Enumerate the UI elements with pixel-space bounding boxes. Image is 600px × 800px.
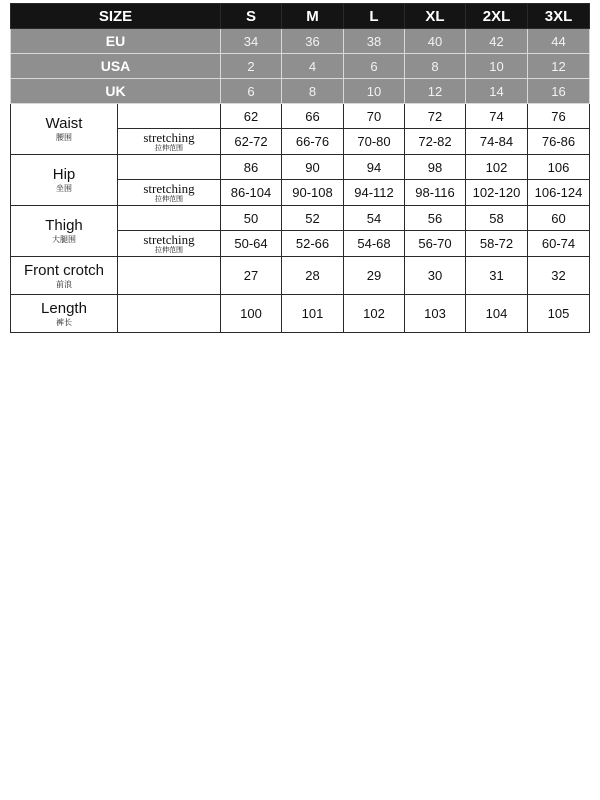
conversion-cell: 6 <box>221 79 282 104</box>
table-cell: 100 <box>221 295 282 333</box>
table-cell: 60-74 <box>528 231 590 257</box>
conversion-label: EU <box>11 29 221 54</box>
table-cell: 105 <box>528 295 590 333</box>
blank-cell <box>118 257 221 295</box>
table-cell: 52 <box>282 206 344 231</box>
table-cell: 50-64 <box>221 231 282 257</box>
measurement-label <box>11 206 118 257</box>
size-label: SIZE <box>11 4 221 29</box>
table-cell: 29 <box>344 257 405 295</box>
table-cell: 76 <box>528 104 590 129</box>
table-cell: 66-76 <box>282 129 344 155</box>
stretch-label <box>118 231 221 257</box>
measurement-name-cn: 坐围 <box>56 184 72 193</box>
table-cell: 74-84 <box>466 129 528 155</box>
conversion-cell: 12 <box>528 54 590 79</box>
size-header: L <box>344 4 405 29</box>
table-cell: 98 <box>405 155 466 180</box>
table-cell: 102 <box>466 155 528 180</box>
measurement-name: Length <box>41 299 87 317</box>
table-cell: 90-108 <box>282 180 344 206</box>
table-cell: 62-72 <box>221 129 282 155</box>
conversion-cell: 34 <box>221 29 282 54</box>
table-cell: 102-120 <box>466 180 528 206</box>
table-cell: 30 <box>405 257 466 295</box>
table-cell: 94 <box>344 155 405 180</box>
measurement-name-cn: 大腿围 <box>52 235 76 244</box>
waist-row <box>11 104 590 129</box>
table-cell: 31 <box>466 257 528 295</box>
length-row <box>11 295 590 333</box>
table-cell: 58 <box>466 206 528 231</box>
conversion-cell: 40 <box>405 29 466 54</box>
size-header: M <box>282 4 344 29</box>
table-cell: 60 <box>528 206 590 231</box>
blank-cell <box>118 206 221 231</box>
size-header: 2XL <box>466 4 528 29</box>
table-cell: 90 <box>282 155 344 180</box>
conversion-cell: 44 <box>528 29 590 54</box>
conversion-cell: 36 <box>282 29 344 54</box>
conversion-label: UK <box>11 79 221 104</box>
size-header: XL <box>405 4 466 29</box>
conversion-cell: 2 <box>221 54 282 79</box>
table-cell: 56-70 <box>405 231 466 257</box>
uk-row <box>11 79 590 104</box>
table-cell: 104 <box>466 295 528 333</box>
measurement-label <box>11 295 118 333</box>
measurement-name: Hip <box>52 166 76 183</box>
table-cell: 27 <box>221 257 282 295</box>
conversion-cell: 16 <box>528 79 590 104</box>
conversion-label: USA <box>11 54 221 79</box>
table-cell: 101 <box>282 295 344 333</box>
conversion-cell: 38 <box>344 29 405 54</box>
table-cell: 52-66 <box>282 231 344 257</box>
eu-row <box>11 29 590 54</box>
stretch-label-cn: 拉伸范围 <box>155 246 183 254</box>
table-cell: 70 <box>344 104 405 129</box>
stretch-label-en: stretching <box>143 130 195 145</box>
measurement-name: Thigh <box>45 217 83 234</box>
conversion-cell: 4 <box>282 54 344 79</box>
measurement-label <box>11 155 118 206</box>
conversion-cell: 6 <box>344 54 405 79</box>
size-chart-table <box>10 3 590 333</box>
hip-row <box>11 155 590 180</box>
table-cell: 54 <box>344 206 405 231</box>
conversion-cell: 42 <box>466 29 528 54</box>
conversion-cell: 10 <box>466 54 528 79</box>
thigh-row <box>11 206 590 231</box>
conversion-cell: 8 <box>282 79 344 104</box>
size-header: S <box>221 4 282 29</box>
measurement-label <box>11 257 118 295</box>
table-cell: 102 <box>344 295 405 333</box>
measurement-name: Front crotch <box>23 261 105 279</box>
table-cell: 54-68 <box>344 231 405 257</box>
table-cell: 56 <box>405 206 466 231</box>
table-cell: 94-112 <box>344 180 405 206</box>
stretch-label-cn: 拉伸范围 <box>155 195 183 203</box>
table-cell: 86 <box>221 155 282 180</box>
measurement-name-cn: 前浪 <box>56 279 72 289</box>
blank-cell <box>118 104 221 129</box>
table-cell: 50 <box>221 206 282 231</box>
blank-cell <box>118 155 221 180</box>
table-cell: 32 <box>528 257 590 295</box>
header-row <box>11 4 590 29</box>
blank-cell <box>118 295 221 333</box>
table-cell: 62 <box>221 104 282 129</box>
conversion-cell: 8 <box>405 54 466 79</box>
table-cell: 86-104 <box>221 180 282 206</box>
measurement-label <box>11 104 118 155</box>
table-cell: 106-124 <box>528 180 590 206</box>
conversion-cell: 12 <box>405 79 466 104</box>
usa-row <box>11 54 590 79</box>
stretch-label <box>118 129 221 155</box>
measurement-name-cn: 裤长 <box>56 317 72 327</box>
table-cell: 70-80 <box>344 129 405 155</box>
stretch-label-cn: 拉伸范围 <box>155 144 183 152</box>
size-header: 3XL <box>528 4 590 29</box>
stretch-label <box>118 180 221 206</box>
table-cell: 58-72 <box>466 231 528 257</box>
front-crotch-row <box>11 257 590 295</box>
stretch-label-en: stretching <box>143 232 195 247</box>
conversion-cell: 14 <box>466 79 528 104</box>
table-cell: 103 <box>405 295 466 333</box>
table-cell: 76-86 <box>528 129 590 155</box>
conversion-cell: 10 <box>344 79 405 104</box>
stretch-label-en: stretching <box>143 181 195 196</box>
table-cell: 72 <box>405 104 466 129</box>
table-cell: 98-116 <box>405 180 466 206</box>
measurement-name-cn: 腰围 <box>56 133 72 142</box>
table-cell: 66 <box>282 104 344 129</box>
table-cell: 106 <box>528 155 590 180</box>
table-cell: 28 <box>282 257 344 295</box>
table-cell: 74 <box>466 104 528 129</box>
measurement-name: Waist <box>45 115 83 132</box>
table-cell: 72-82 <box>405 129 466 155</box>
